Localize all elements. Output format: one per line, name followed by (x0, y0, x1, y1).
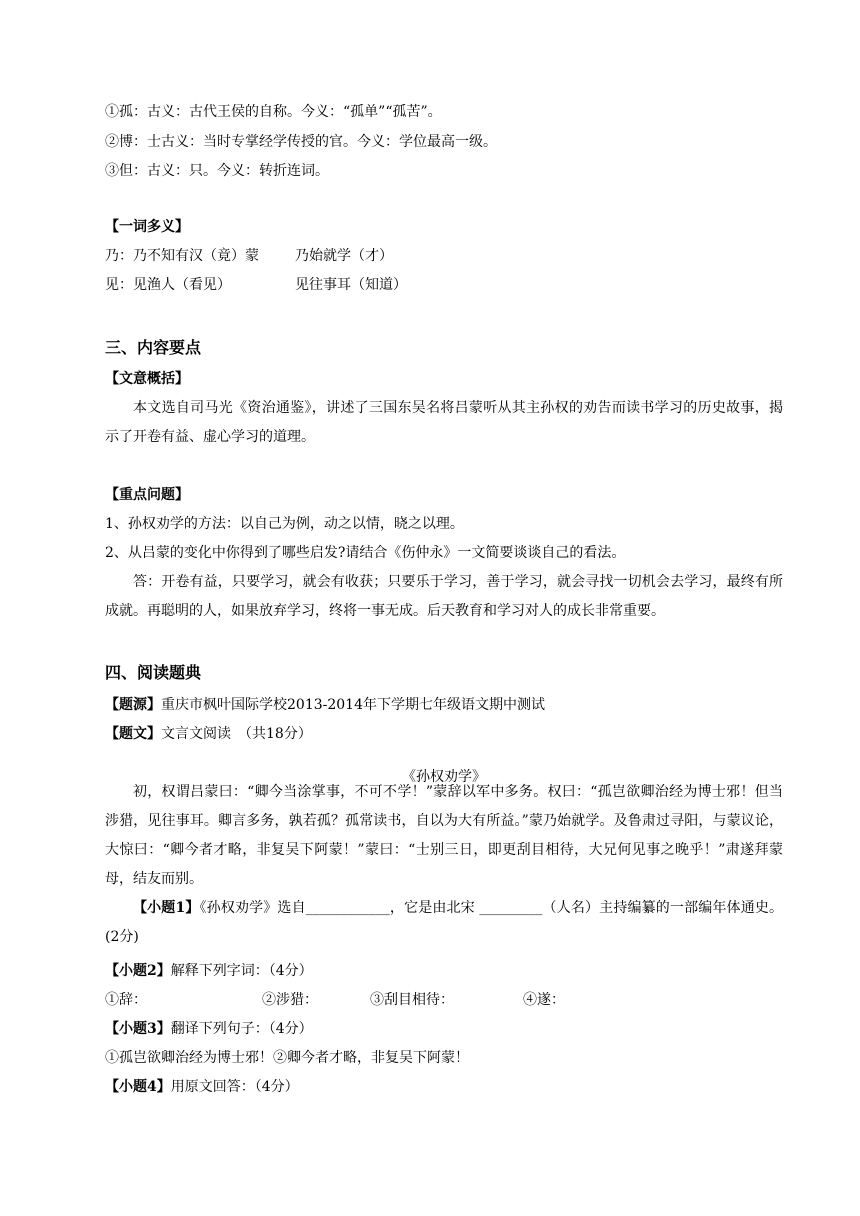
subq-3 (105, 1020, 313, 1038)
subq-4-label: 【小题4】 (105, 1079, 171, 1095)
passage-title: 《孙权劝学》 (402, 769, 486, 785)
section-4-title: 四、阅读题典 (105, 663, 202, 682)
subq-4 (105, 1078, 299, 1096)
key-question-2: 2、从吕蒙的变化中你得到了哪些启发?请结合《伤仲永》一文简要谈谈自己的看法。 (105, 545, 626, 561)
yici-row-1-b: 乃始就学（才） (295, 248, 393, 264)
summary-heading: 【文意概括】 (105, 371, 189, 387)
source-text: 重庆市枫叶国际学校2013-2014年下学期七年级语文期中测试 (161, 697, 545, 713)
subq-4-text: 用原文回答：（4分） (170, 1079, 299, 1095)
subq-2-item-3: ③刮目相待： (370, 992, 454, 1008)
text-desc: 文言文阅读 （共18分） (161, 726, 312, 742)
subq-1-text: 《孙权劝学》选自____________，它是由北宋 _________（人名）主持编纂的一部编年体通史。(2分) (105, 900, 783, 945)
subq-3-label: 【小题3】 (105, 1021, 171, 1037)
subq-2-item-4: ④遂： (523, 992, 565, 1008)
gujin-line-3: ③但：古义：只。今义：转折连词。 (105, 163, 329, 179)
summary-text: 本文选自司马光《资治通鉴》，讲述了三国东吴名将吕蒙听从其主孙权的劝告而读书学习的历史故事，揭示了开卷有益、虚心学习的道理。 (105, 400, 783, 445)
key-question-1: 1、孙权劝学的方法：以自己为例，动之以情，晓之以理。 (105, 516, 464, 532)
subq-1 (105, 894, 783, 952)
key-answer: 答：开卷有益，只要学习，就会有收获；只要乐于学习，善于学习，就会寻找一切机会去学习，最终有所成就。再聪明的人，如果放弃学习，终将一事无成。后天教育和学习对人的成长非常重要。 (105, 574, 783, 619)
subq-2-text: 解释下列字词：（4分） (170, 963, 313, 979)
yici-heading: 【一词多义】 (105, 219, 189, 235)
subq-2-item-2: ②涉猎： (262, 992, 318, 1008)
key-questions-heading: 【重点问题】 (105, 487, 189, 503)
subq-1-label: 【小题1】 (133, 900, 200, 916)
subq-2 (105, 962, 313, 980)
yici-row-1-a: 乃：乃不知有汉（竟）蒙 (105, 248, 259, 264)
section-3-title: 三、内容要点 (105, 338, 202, 357)
gujin-line-1: ①孤：古义：古代王侯的自称。今义：“孤单”“孤苦”。 (105, 104, 442, 120)
text-line (105, 725, 312, 743)
subq-3-items: ①孤岂欲卿治经为博士邪！②卿今者才略，非复吴下阿蒙！ (105, 1050, 469, 1066)
source-line (105, 696, 545, 714)
gujin-line-2: ②博：士古义：当时专掌经学传授的官。今义：学位最高一级。 (105, 134, 497, 150)
source-label: 【题源】 (105, 697, 161, 713)
subq-2-label: 【小题2】 (105, 963, 171, 979)
subq-3-text: 翻译下列句子：（4分） (170, 1021, 313, 1037)
yici-row-2-b: 见往事耳（知道） (295, 277, 407, 293)
text-label: 【题文】 (105, 726, 161, 742)
yici-row-2-a: 见：见渔人（看见） (105, 277, 231, 293)
subq-2-item-1: ①辞： (105, 992, 147, 1008)
passage-text: 初，权谓吕蒙曰：“卿今当涂掌事，不可不学！”蒙辞以军中多务。权曰：“孤岂欲卿治经为博士邪！但当涉猎，见往事耳。卿言多务，孰若孤？孤常读书，自以为大有所益。”蒙乃始就学。及鲁肃过寻阳，与蒙议论，大惊曰：“卿今者才略，非复吴下阿蒙！”蒙曰：“士别三日，即更刮目相待，大兄何见事之晚乎！”肃遂拜蒙母，结友而别。 (105, 784, 783, 887)
